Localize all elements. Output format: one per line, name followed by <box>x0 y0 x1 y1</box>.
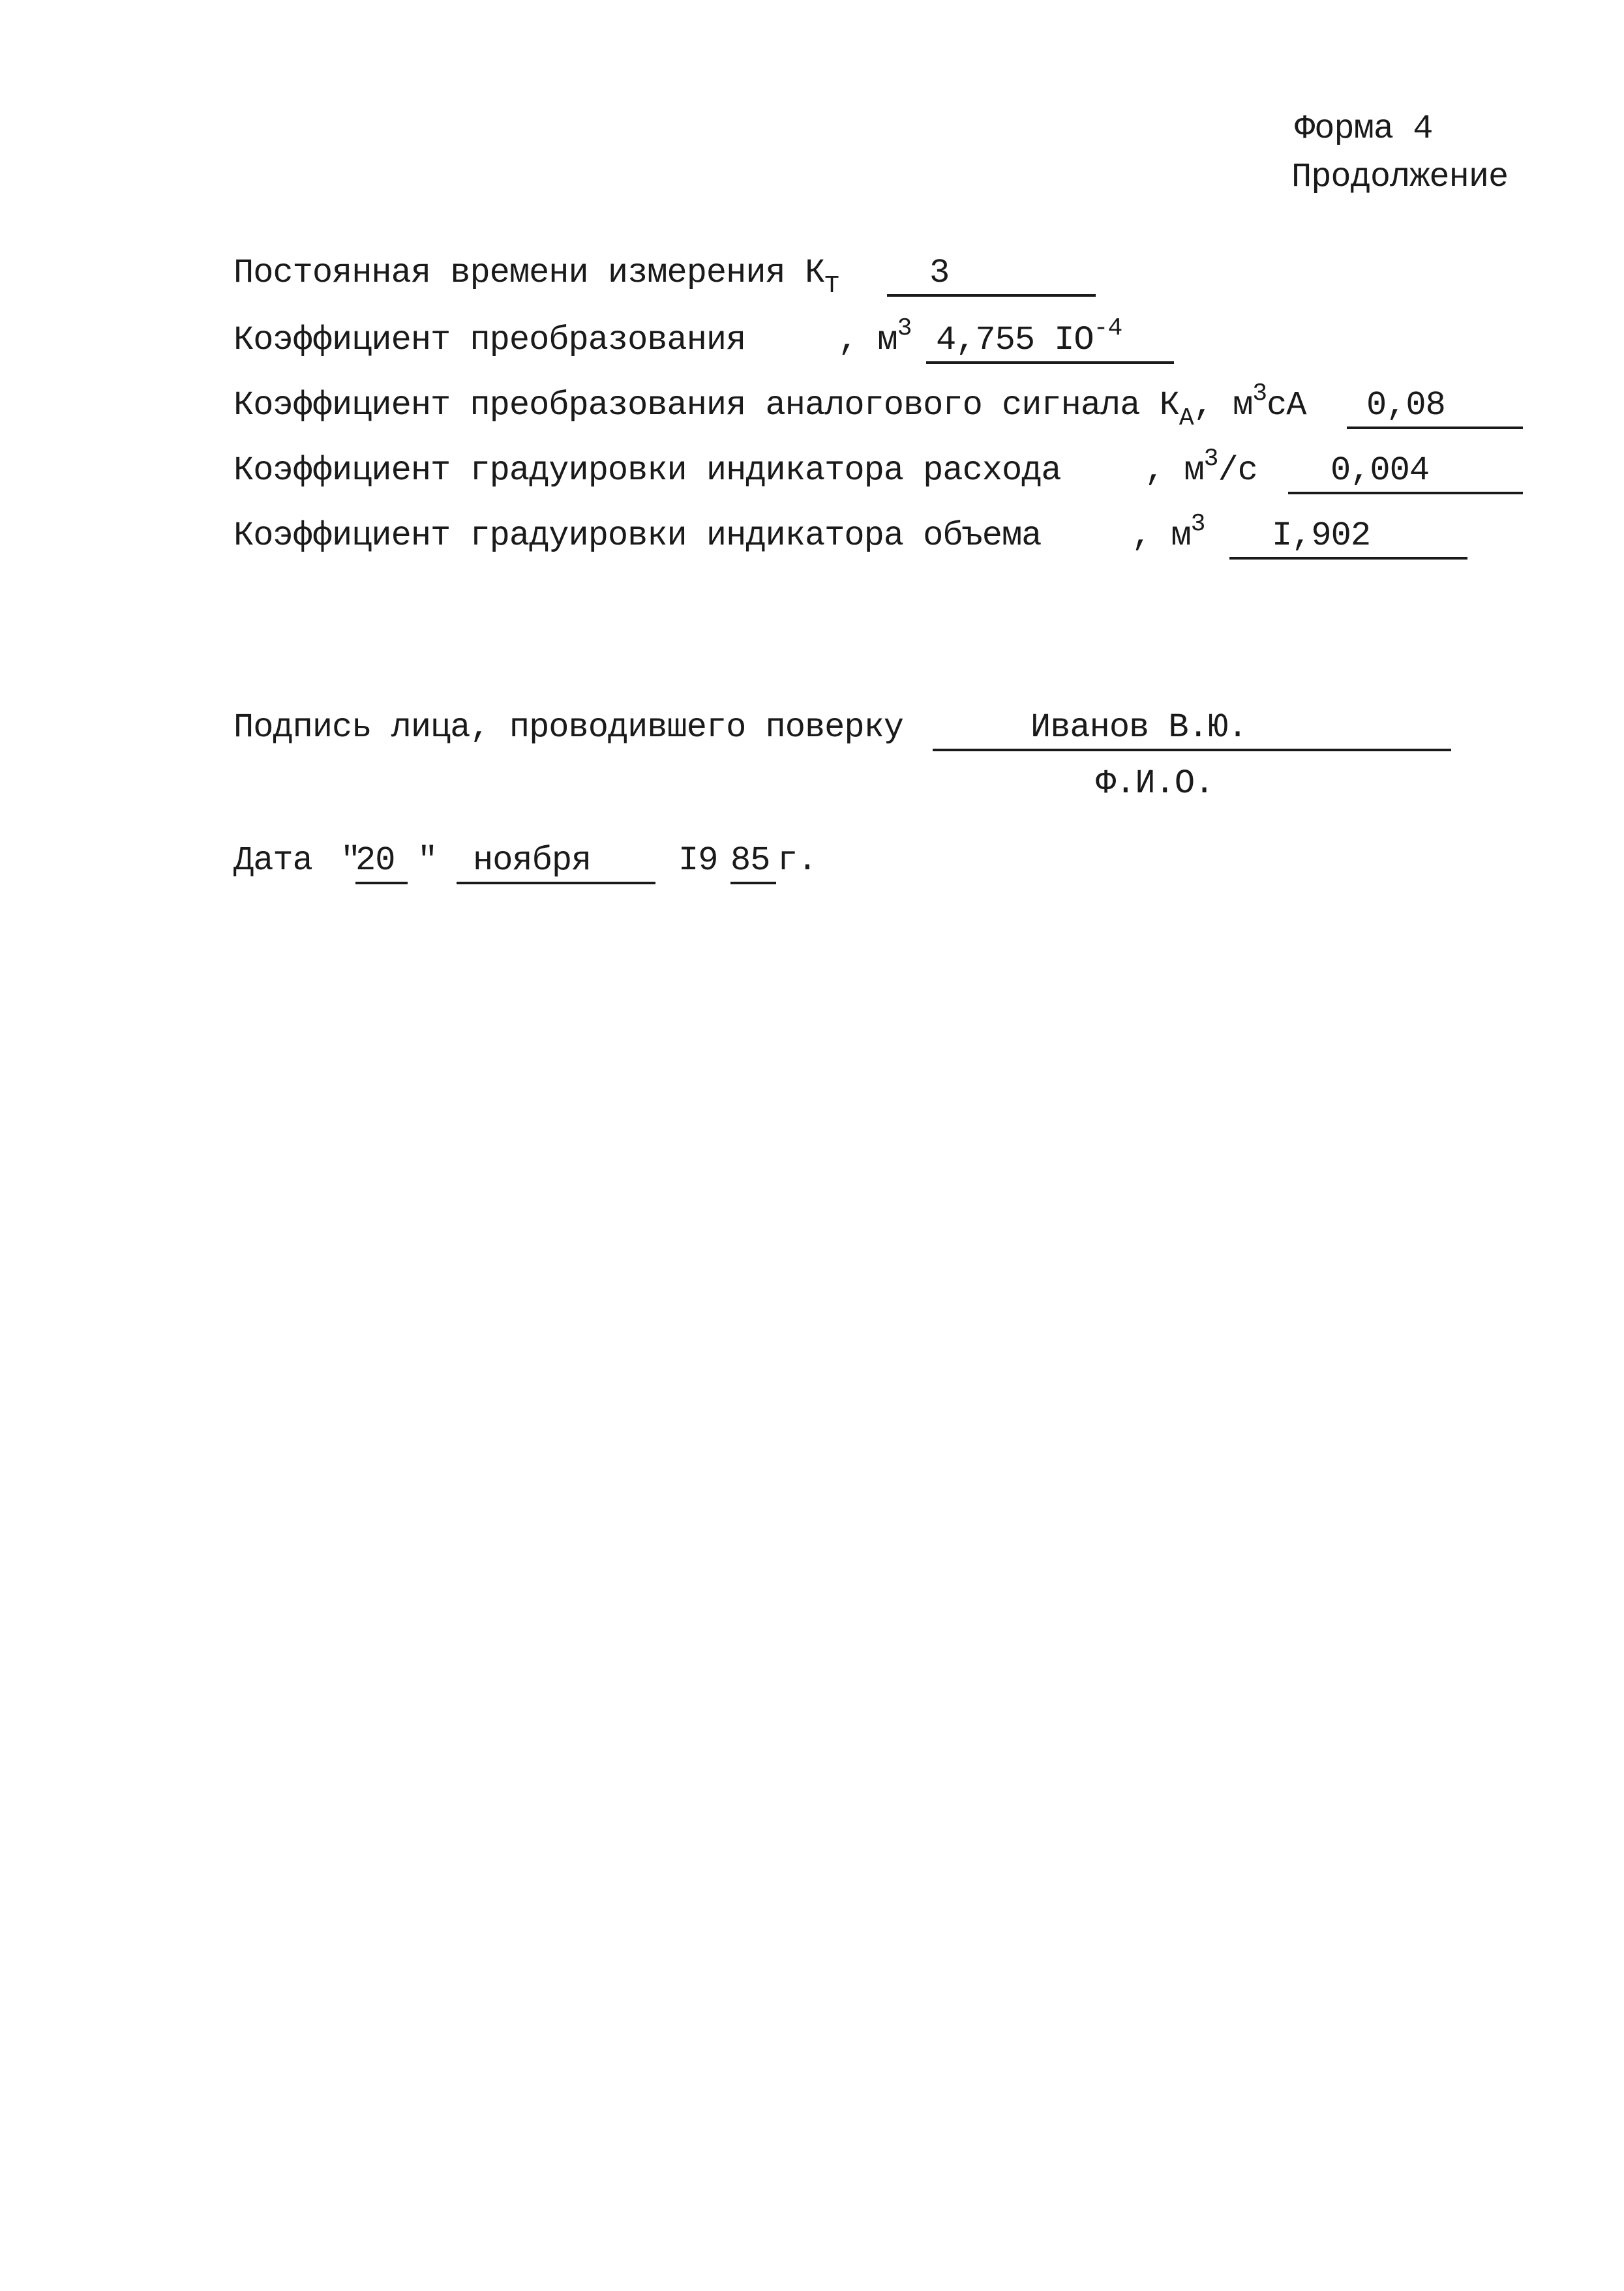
row-flow-unit-suffix: /с <box>1218 451 1257 490</box>
date-open-quote: " <box>340 841 361 880</box>
date-label: Дата <box>233 841 312 880</box>
row-analog-unit-text: , м <box>1193 386 1253 425</box>
row-analog-value: 0,08 <box>1366 386 1445 425</box>
row-flow-unit-text: , м <box>1145 451 1204 490</box>
date-day-field <box>355 840 408 884</box>
date-close-quote: " <box>417 841 438 880</box>
row-conversion-value-text: 4,755 IO <box>936 321 1094 359</box>
row-analog-unit-suffix: сА <box>1267 386 1306 425</box>
row-analog-label-text: Коэффициент преобразования аналогового сигнала К <box>233 386 1179 425</box>
row-time-constant-subscript: Т <box>824 272 839 300</box>
date-year-suffix: 85 <box>730 841 770 880</box>
row-volume-value: I,902 <box>1272 517 1371 555</box>
signature-value: Иванов В.Ю. <box>1030 708 1248 747</box>
row-conversion-field <box>926 314 1174 364</box>
row-flow-value: 0,004 <box>1331 451 1430 490</box>
row-flow-unit <box>1145 445 1257 494</box>
date-month-field <box>457 840 655 884</box>
row-conversion-label: Коэффициент преобразования <box>233 321 746 359</box>
row-time-constant-field <box>887 252 1096 297</box>
row-volume-unit-superscript: 3 <box>1190 510 1205 538</box>
date-month: ноября <box>473 841 592 880</box>
row-conversion-unit-superscript: 3 <box>897 314 912 342</box>
row-volume-unit <box>1132 510 1205 560</box>
row-analog-label <box>233 380 1306 432</box>
row-flow-unit-superscript: 3 <box>1203 445 1218 473</box>
row-analog-field <box>1347 385 1523 429</box>
row-time-constant-text: Постоянная времени измерения К <box>233 254 825 292</box>
continuation-label: Продолжение <box>1291 158 1509 196</box>
date-year-field <box>730 840 776 884</box>
row-conversion-value-exponent: -4 <box>1093 314 1122 342</box>
signature-field <box>933 707 1451 751</box>
date-day: 20 <box>355 841 395 880</box>
row-conversion-unit-text: , м <box>838 321 897 359</box>
signature-caption: Ф.И.О. <box>1096 764 1214 803</box>
date-year-unit: г. <box>777 841 817 880</box>
form-label: Форма 4 <box>1295 110 1433 148</box>
row-volume-unit-text: , м <box>1132 517 1191 555</box>
row-conversion-value <box>936 314 1122 364</box>
row-flow-label: Коэффициент градуировки индикатора расхода <box>233 451 1061 490</box>
row-volume-field <box>1229 515 1467 560</box>
row-analog-label-subscript: А <box>1179 404 1194 432</box>
row-time-constant-value: 3 <box>929 254 950 292</box>
signature-label: Подпись лица, проводившего поверку <box>233 708 903 747</box>
row-conversion-unit <box>838 314 912 364</box>
row-time-constant-label <box>233 252 839 300</box>
row-volume-label: Коэффициент градуировки индикатора объема <box>233 517 1042 555</box>
row-analog-unit-superscript: 3 <box>1252 380 1267 408</box>
row-flow-field <box>1288 450 1523 494</box>
date-year-prefix: I9 <box>678 841 718 880</box>
